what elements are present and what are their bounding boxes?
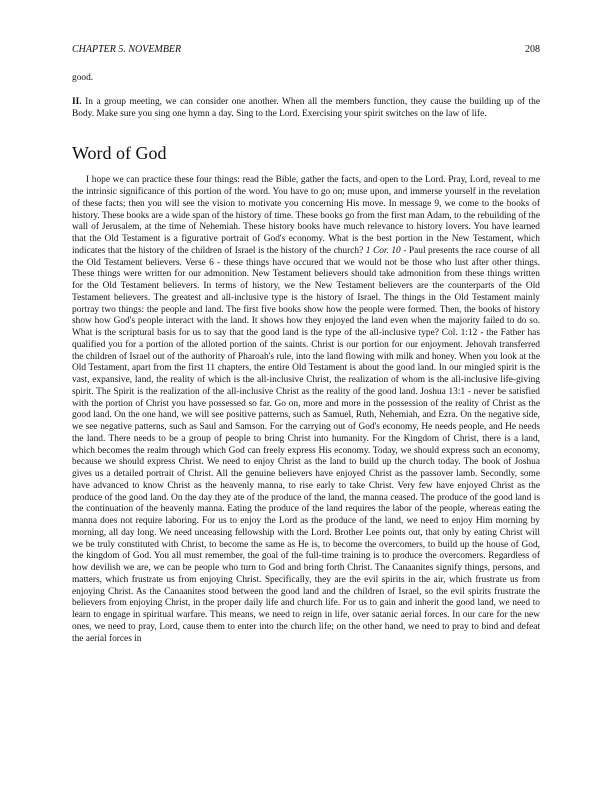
point-label: II. (72, 96, 82, 107)
document-page (72, 44, 540, 645)
scripture-reference: 1 Cor. 10 (365, 245, 401, 256)
running-header (72, 44, 540, 56)
point-text: In a group meeting, we can consider one another. When all the members function, they cause the building up of the Body. Make sure you sing one hymn a day. Sing to the Lord. Exercising your spirit switches on the law of life. (72, 96, 540, 119)
point-paragraph (72, 97, 540, 121)
body-text-part-2: - Paul presents the race course of all the Old Testament believers. Verse 6 - these things have occured that we would not be those who lust after other things. These things were written for our admonition. New Testament believers should take admonition from these things written for the Old Testament believers. In terms of history, we the New Testament believers are the counterparts of the Old Testament believers. The greatest and all-inclusive type is the history of Israel. The things in the Old Testament mainly portray two things: the people and land. The first five books show how the people were formed. Then, the books of history show how God's people interact with the land. It shows how they enjoyed the land even when the majority failed to do so. What is the scriptural basis for us to say that the good land is the type of the all-inclusive type? Col. 1:12 - the Father has qualified you for a portion of the alloted portion of the saints. Christ is our portion for our enjoyment. Jehovah transferred the children of Israel out of the authority of Pharoah's rule, into the land flowing with milk and honey. When you look at the Old Testament, apart from the first 11 chapters, the entire Old Testament is about the good land. In our mingled spirit is the vast, expansive, land, the reality of which is the all-inclusive Christ, the realization of whom is the all-inclusive life-giving spirit. The Spirit is the realization of the all-inclusive Christ as the reality of the good land. Joshua 13:1 - never be satisfied with the portion of Christ you have possessed so far. Go on, more and more in the possession of the reality of Christ as the good land. On the one hand, we will see positive patterns, such as Samuel, Ruth, Nehemiah, and Ezra. On the negative side, we see negative patterns, such as Saul and Samson. For the carrying out of God's economy, He needs people, and He needs the land. There needs to be a group of people to bring Christ into humanity. For the Kingdom of Christ, there is a land, which becomes the realm through which God can freely express His economy. Today, we should express such an economy, because we should express Christ. We need to enjoy Christ as the land to build up the church today. The book of Joshua gives us a detailed portrait of Christ. All the genuine believers have enjoyed Christ as the passover lamb. Secondly, some have advanced to know Christ as the heavenly manna, to rise early to take Christ. Very few have enjoyed Christ as the produce of the good land. On the day they ate of the produce of the land, the manna ceased. The produce of the good land is the continuation of the heavenly manna. Eating the produce of the land requires the labor of the people, whereas eating the manna does not require laboring. For us to enjoy the Lord as the produce of the land, we need to enjoy Him morning by morning, all day long. We need unceasing fellowship with the Lord. Brother Lee points out, that only by eating Christ will we be truly constituted with Christ, to become the same as He is, to become the overcomers, to build up the house of God, the kingdom of God. You all must remember, the goal of the full-time training is to produce the overcomers. Regardless of how devilish we are, we can be people who turn to God and bring forth Christ. The Canaanites signify things, persons, and matters, which frustrate us from enjoying Christ. Specifically, they are the evil spirits in the air, which frustrate us from enjoying Christ. As the Canaanites stood between the good land and the children of Israel, so the evil spirits frustrate the believers from enjoying Christ, in the proper daily life and church life. For us to gain and inherit the good land, we need to learn to engage in spiritual warfare. This means, we need to reign in life, over satanic aerial forces. In our care for the new ones, we need to pray, Lord, cause them to enter into the church life; on the other hand, we need to pray to bind and defeat the aerial forces in (72, 245, 541, 644)
chapter-heading: CHAPTER 5. NOVEMBER (72, 44, 182, 55)
body-text-part-1: I hope we can practice these four things: read the Bible, gather the facts, and open to the Lord. Pray, Lord, reveal to me the intrinsic significance of this portion of the word. You have to go on; muse upon, and immerse yourself in the revelation of these facts; then you will see the vision to motivate you concerning His move. In message 9, we come to the books of history. These books are a wide span of the history of time. These books go from the first man Adam, to the rebuilding of the wall of Jerusalem, at the time of Nehemiah. These history books have much relevance to history lovers. You have learned that the Old Testament is a figurative portrait of God's economy. What is the best portion in the New Testament, which indicates that the history of the children of Israel is the history of the church? (72, 175, 540, 256)
page-number: 208 (525, 44, 540, 55)
carryover-text: good. (72, 73, 94, 83)
section-title: Word of God (72, 143, 167, 164)
body-paragraph (72, 175, 540, 645)
